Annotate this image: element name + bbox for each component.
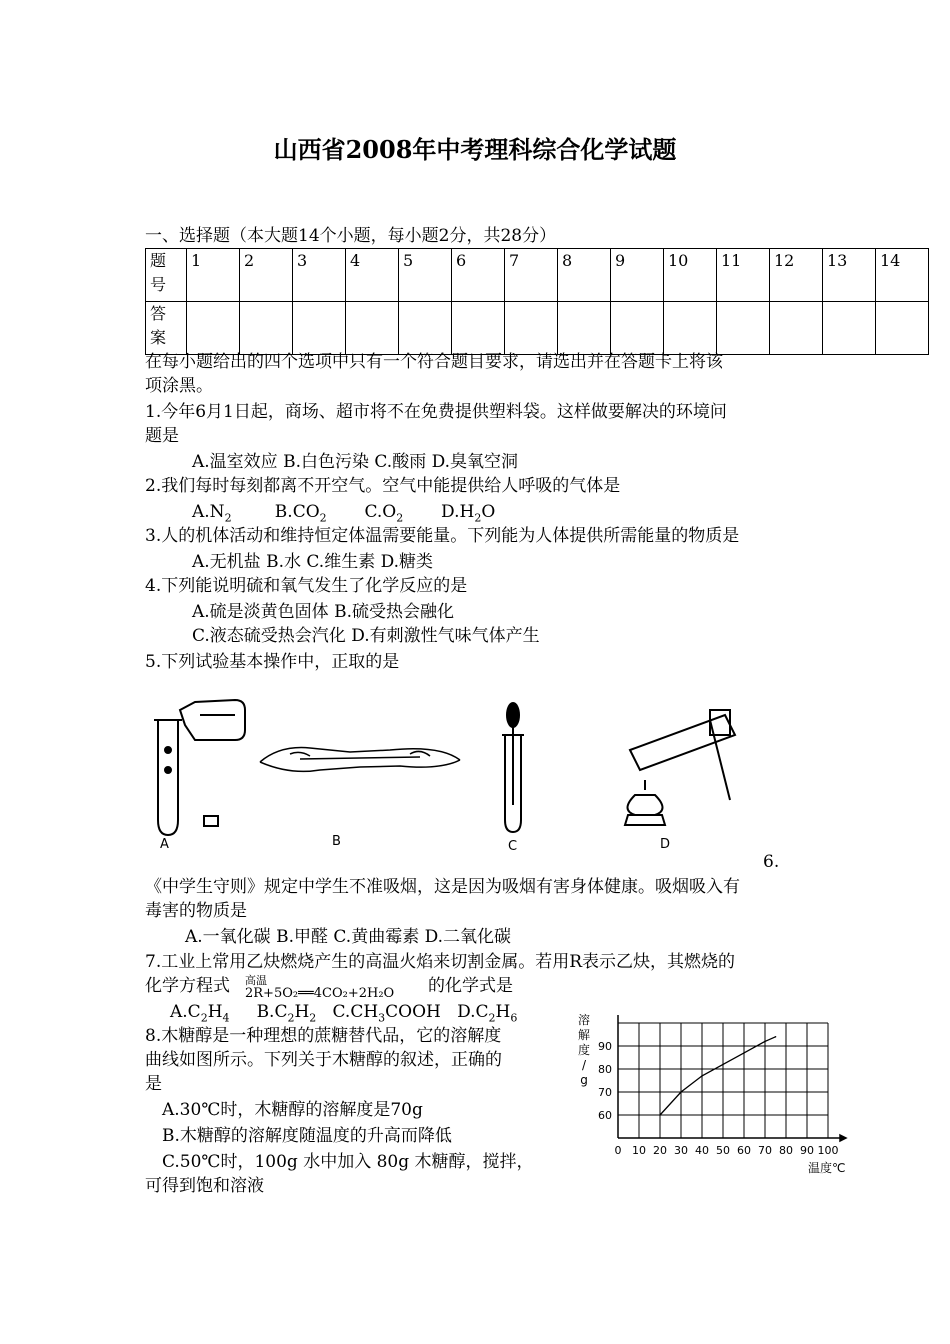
answer-cell[interactable] [293, 302, 346, 355]
figure-label-a: A [160, 837, 169, 852]
instruction-line-2: 项涂黑。 [145, 376, 213, 396]
row-label-number: 题 号 [146, 249, 187, 302]
q8-stem-2: 曲线如图所示。下列关于木糖醇的叙述，正确的 [145, 1050, 502, 1070]
x-tick-label: 100 [817, 1144, 839, 1157]
answer-cell[interactable] [505, 302, 558, 355]
table-cell: 4 [346, 249, 399, 302]
figure-b-hands [260, 748, 460, 772]
y-axis-label-char: / [581, 1058, 587, 1072]
table-row [146, 302, 929, 355]
answer-cell[interactable] [876, 302, 929, 355]
q5-apparatus-figure [150, 690, 770, 860]
table-cell: 2 [240, 249, 293, 302]
table-cell: 10 [664, 249, 717, 302]
q2-stem: 2.我们每时每刻都离不开空气。空气中能提供给人呼吸的气体是 [145, 476, 621, 496]
table-cell: 6 [452, 249, 505, 302]
y-tick-label: 80 [598, 1063, 612, 1076]
answer-cell[interactable] [187, 302, 240, 355]
q2-options: $A.N_2$ $B.CO_2$ $C.O_2$ $D.H_2O$ [192, 502, 496, 525]
q1-stem-2: 题是 [145, 426, 179, 446]
q6-options: A.一氧化碳 B.甲醛 C.黄曲霉素 D.二氧化碳 [185, 927, 512, 947]
x-tick-label: 80 [779, 1144, 793, 1157]
q4-options-2: C.液态硫受热会汽化 D.有刺激性气味气体产生 [192, 626, 540, 646]
table-row [146, 249, 929, 302]
q7-stem-2: 化学方程式 [145, 976, 230, 996]
answer-cell[interactable] [611, 302, 664, 355]
table-cell: 12 [770, 249, 823, 302]
y-tick-label: 70 [598, 1086, 612, 1099]
page-title: 山西省2008年中考理科综合化学试题 [273, 135, 677, 164]
q6-stem-1: 《中学生守则》规定中学生不准吸烟，这是因为吸烟有害身体健康。吸烟吸入有 [145, 877, 740, 897]
figure-a-pouring [154, 700, 245, 835]
q8-stem-3: 是 [145, 1074, 162, 1094]
q3-options: A.无机盐 B.水 C.维生素 D.糖类 [192, 552, 434, 572]
x-tick-label: 50 [716, 1144, 730, 1157]
q8-option-b: B.木糖醇的溶解度随温度的升高而降低 [162, 1126, 452, 1146]
answer-cell[interactable] [664, 302, 717, 355]
answer-cell[interactable] [399, 302, 452, 355]
answer-cell[interactable] [717, 302, 770, 355]
x-tick-label: 60 [737, 1144, 751, 1157]
data-point [701, 1075, 703, 1077]
table-cell: 3 [293, 249, 346, 302]
x-axis-arrow [840, 1135, 846, 1141]
instruction-line-1: 在每小题给出的四个选项中只有一个符合题目要求，请选出并在答题卡上将该 [145, 352, 723, 372]
x-tick-label: 40 [695, 1144, 709, 1157]
table-cell: 11 [717, 249, 770, 302]
y-tick-label: 60 [598, 1109, 612, 1122]
table-cell: 5 [399, 249, 452, 302]
figure-d-heating [625, 710, 735, 825]
x-tick-label: 20 [653, 1144, 667, 1157]
figure-label-c: C [508, 839, 518, 854]
answer-cell[interactable] [240, 302, 293, 355]
q7-condition: 高温 [245, 974, 267, 987]
answer-cell[interactable] [452, 302, 505, 355]
figure-c-dropper [502, 703, 524, 832]
table-cell: 8 [558, 249, 611, 302]
table-cell: 14 [876, 249, 929, 302]
q6-stem-2: 毒害的物质是 [145, 901, 247, 921]
q6-number: 6. [763, 852, 780, 872]
solubility-chart [570, 1008, 860, 1180]
q8-option-c-1: C.50℃时，100g 水中加入 80g 木糖醇，搅拌， [162, 1152, 534, 1172]
q4-options-1: A.硫是淡黄色固体 B.硫受热会融化 [192, 602, 454, 622]
figure-label-d: D [660, 837, 671, 852]
x-axis-label: 温度℃ [808, 1161, 846, 1175]
answer-table [145, 248, 929, 355]
data-point [775, 1036, 777, 1038]
answer-cell[interactable] [823, 302, 876, 355]
row-label-answer: 答 案 [146, 302, 187, 355]
answer-cell[interactable] [770, 302, 823, 355]
q4-stem: 4.下列能说明硫和氧气发生了化学反应的是 [145, 576, 468, 596]
answer-cell[interactable] [346, 302, 399, 355]
x-tick-label: 90 [800, 1144, 814, 1157]
q8-option-c-2: 可得到饱和溶液 [145, 1176, 264, 1196]
y-axis-label [578, 1012, 590, 1087]
y-axis-label-char: g [580, 1073, 588, 1087]
q1-options: A.温室效应 B.白色污染 C.酸雨 D.臭氧空洞 [192, 452, 519, 472]
q7-stem-3: 的化学式是 [428, 976, 513, 996]
y-axis-label-char: 度 [577, 1043, 591, 1057]
x-tick-label: 0 [614, 1144, 622, 1157]
q7-equation: 2R+5O₂══4CO₂+2H₂O [245, 986, 395, 1001]
answer-cell[interactable] [558, 302, 611, 355]
table-cell: 13 [823, 249, 876, 302]
data-point [680, 1091, 682, 1093]
table-cell: 7 [505, 249, 558, 302]
y-axis-label-char: 解 [577, 1028, 591, 1042]
y-tick-label: 90 [598, 1040, 612, 1053]
y-axis-label-char: 溶 [577, 1013, 591, 1027]
figure-label-b: B [332, 834, 341, 849]
q8-stem-1: 8.木糖醇是一种理想的蔗糖替代品，它的溶解度 [145, 1026, 502, 1046]
x-tick-label: 70 [758, 1144, 772, 1157]
q3-stem: 3.人的机体活动和维持恒定体温需要能量。下列能为人体提供所需能量的物质是 [145, 526, 740, 546]
q8-option-a: A.30℃时，木糖醇的溶解度是70g [162, 1100, 423, 1120]
q7-options: $A.C_2H_4$ $B.C_2H_2$ $C.CH_3COOH$ $D.C_2H_6$ [170, 1002, 518, 1025]
table-cell: 1 [187, 249, 240, 302]
x-tick-label: 10 [632, 1144, 646, 1157]
q1-stem-1: 1.今年6月1日起，商场、超市将不在免费提供塑料袋。这样做要解决的环境问 [145, 402, 727, 422]
table-cell: 9 [611, 249, 664, 302]
series-line [660, 1037, 776, 1115]
q7-stem-1: 7.工业上常用乙炔燃烧产生的高温火焰来切割金属。若用R表示乙炔，其燃烧的 [145, 952, 736, 972]
data-point [722, 1064, 724, 1066]
x-tick-label: 30 [674, 1144, 688, 1157]
data-point [659, 1114, 661, 1116]
q5-stem: 5.下列试验基本操作中，正取的是 [145, 652, 400, 672]
data-point [764, 1041, 766, 1043]
data-point [743, 1052, 745, 1054]
section-heading: 一、选择题（本大题14个小题，每小题2分，共28分） [145, 226, 557, 246]
